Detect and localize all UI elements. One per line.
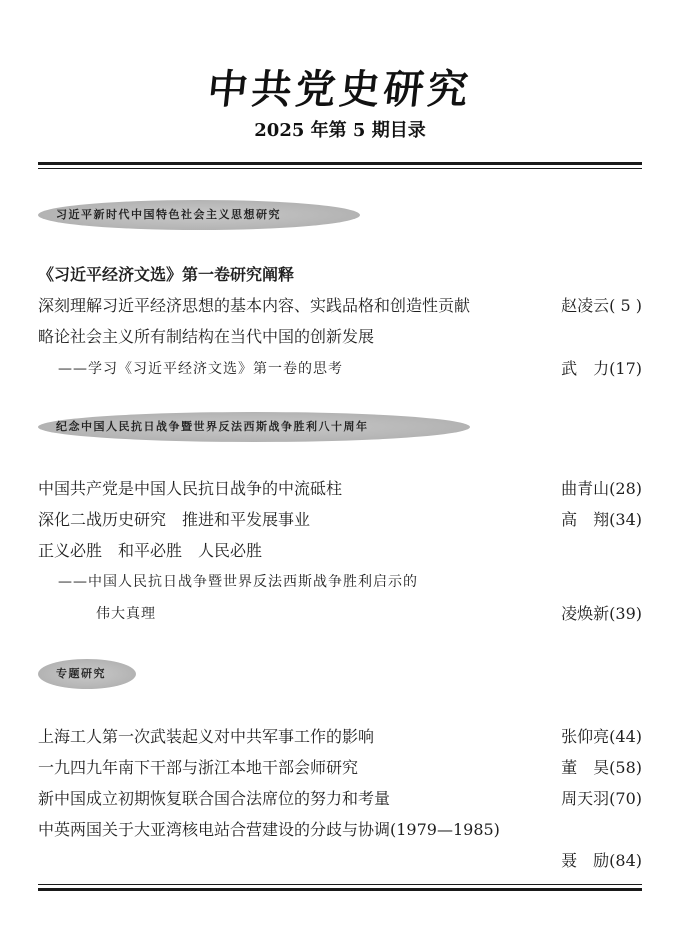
section-label-xi-thought: 习近平新时代中国特色社会主义思想研究 [38, 200, 360, 230]
toc-entry-subtitle[interactable] [38, 356, 642, 382]
bottom-rule-thick [38, 888, 642, 891]
toc-entry-author-page: 聂 励(84) [561, 851, 642, 870]
journal-masthead: 中共党史研究 [205, 67, 475, 113]
toc-entry[interactable] [38, 755, 642, 781]
toc-entry-title: 新中国成立初期恢复联合国合法席位的努力和考量 [38, 789, 391, 808]
toc-entry-author-page: 周天羽(70) [561, 789, 642, 808]
toc-entry-author-page: 武 力(17) [561, 359, 642, 378]
toc-entry-subtitle[interactable] [38, 601, 642, 627]
toc-entry[interactable] [38, 848, 642, 874]
toc-entry-title: 深化二战历史研究 推进和平发展事业 [38, 510, 311, 529]
toc-entry-subtitle-text: 伟大真理 [96, 606, 156, 622]
toc-entry-author-page: 赵凌云( 5 ) [561, 296, 642, 315]
toc-entry-subtitle-text: ——学习《习近平经济文选》第一卷的思考 [58, 361, 343, 377]
toc-entry[interactable] [38, 817, 642, 843]
section-label-anti-japanese-war: 纪念中国人民抗日战争暨世界反法西斯战争胜利八十周年 [38, 412, 470, 442]
toc-entry-title: 正义必胜 和平必胜 人民必胜 [38, 541, 263, 560]
toc-entry-title: 深刻理解习近平经济思想的基本内容、实践品格和创造性贡献 [38, 296, 471, 315]
toc-entry[interactable] [38, 507, 642, 533]
toc-entry[interactable] [38, 724, 642, 750]
toc-entry-subtitle-text: ——中国人民抗日战争暨世界反法西斯战争胜利启示的 [58, 574, 418, 590]
toc-entry-title: 略论社会主义所有制结构在当代中国的创新发展 [38, 327, 375, 346]
toc-entry[interactable] [38, 262, 642, 288]
section-label-special-research: 专题研究 [38, 659, 136, 689]
toc-entry-author-page: 董 昊(58) [561, 758, 642, 777]
toc-entry-title: 中英两国关于大亚湾核电站合营建设的分歧与协调(1979—1985) [38, 820, 500, 839]
toc-entry-author-page: 高 翔(34) [561, 510, 642, 529]
toc-entry[interactable] [38, 293, 642, 319]
toc-entry[interactable] [38, 476, 642, 502]
top-rule-thick [38, 162, 642, 165]
toc-entry-title: 中国共产党是中国人民抗日战争的中流砥柱 [38, 479, 343, 498]
toc-entry-author-page: 曲青山(28) [561, 479, 642, 498]
toc-entry-author-page: 张仰亮(44) [561, 727, 642, 746]
top-rule-thin [38, 168, 642, 169]
issue-heading: 2025 年第 5 期目录 [254, 120, 426, 141]
bottom-rule-thin [38, 884, 642, 885]
toc-entry[interactable] [38, 538, 642, 564]
toc-entry-title: 一九四九年南下干部与浙江本地干部会师研究 [38, 758, 359, 777]
toc-entry-title: 《习近平经济文选》第一卷研究阐释 [38, 265, 295, 284]
toc-entry-title: 上海工人第一次武装起义对中共军事工作的影响 [38, 727, 375, 746]
toc-entry-author-page: 凌焕新(39) [561, 604, 642, 623]
toc-entry[interactable] [38, 324, 642, 350]
toc-entry[interactable] [38, 786, 642, 812]
toc-entry-subtitle[interactable] [38, 569, 642, 595]
